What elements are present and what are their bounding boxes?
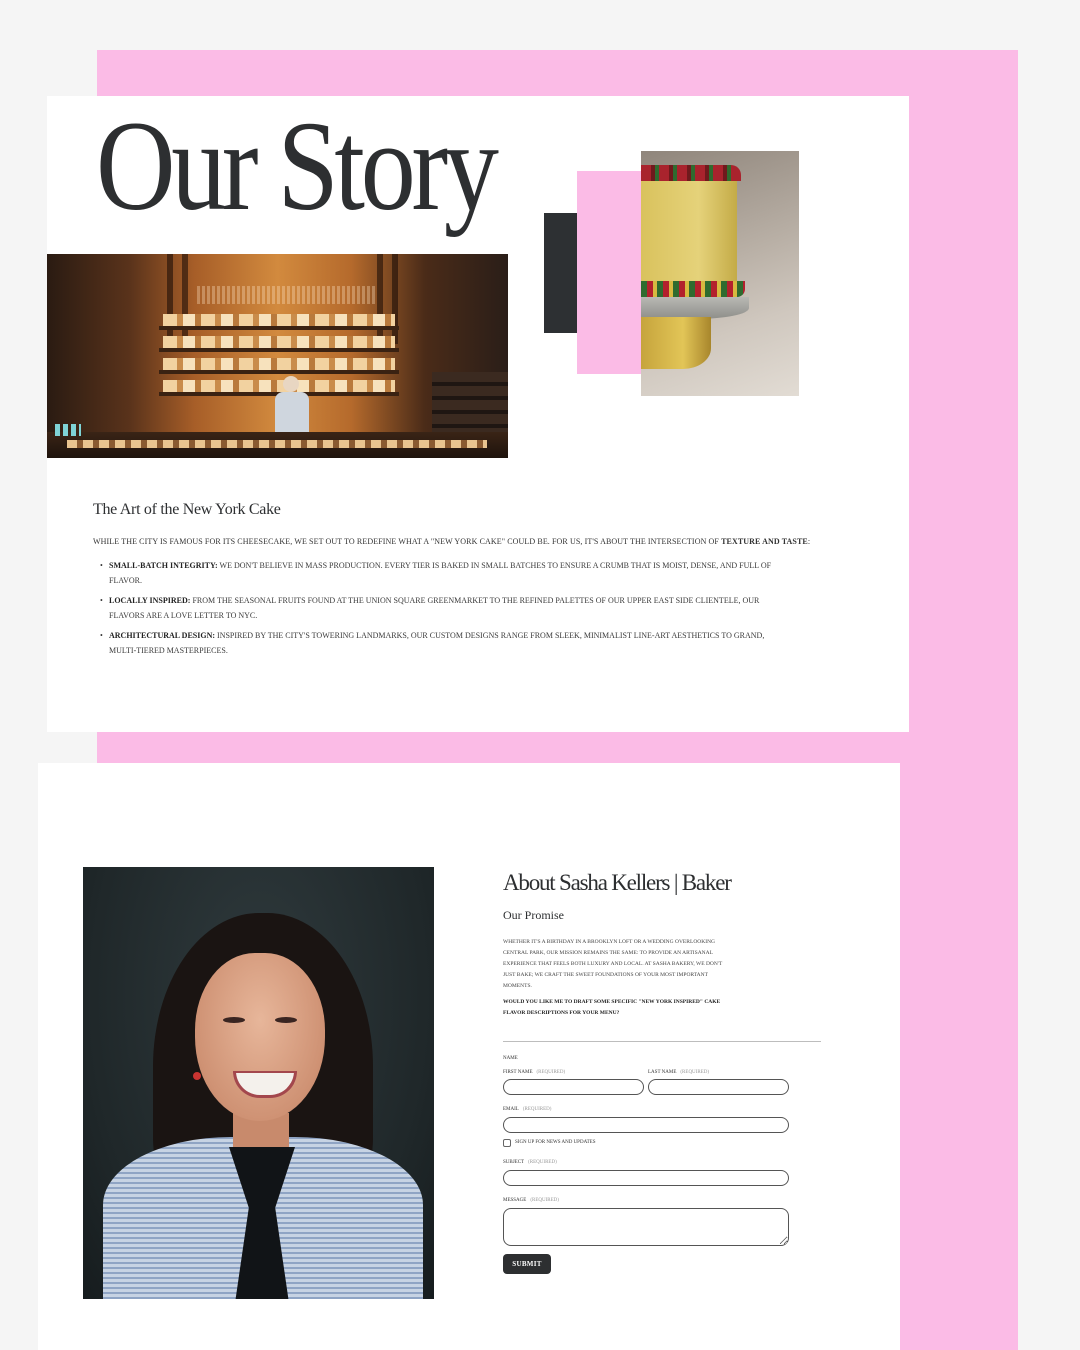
first-name-label: FIRST NAME (REQUIRED) [503, 1070, 566, 1075]
decorative-pink-block [577, 171, 641, 374]
baker-portrait-photo [83, 867, 434, 1299]
subject-input[interactable] [503, 1170, 789, 1186]
list-item: • ARCHITECTURAL DESIGN: INSPIRED BY THE CITY'S TOWERING LANDMARKS, OUR CUSTOM DESIGNS RANGE FROM SLEEK, MINIMALIST LINE-ART AESTHETICS TO GRAND, MULTI-TIERED MASTERPIECES. [109, 628, 789, 658]
question-text: WOULD YOU LIKE ME TO DRAFT SOME SPECIFIC "NEW YORK INSPIRED" CAKE FLAVOR DESCRIPTIONS FOR YOUR MENU? [503, 999, 721, 1016]
email-label: EMAIL (REQUIRED) [503, 1107, 552, 1112]
last-name-input[interactable] [648, 1079, 789, 1095]
decorative-dark-block [544, 213, 578, 333]
about-title: About Sasha Kellers | Baker [503, 870, 731, 895]
first-name-input[interactable] [503, 1079, 644, 1095]
list-item: • SMALL-BATCH INTEGRITY: WE DON'T BELIEVE IN MASS PRODUCTION. EVERY TIER IS BAKED IN SMALL BATCHES TO ENSURE A CRUMB THAT IS MOIST, DENSE, AND FULL OF FLAVOR. [109, 558, 789, 588]
promise-heading: Our Promise [503, 908, 564, 922]
submit-button[interactable]: SUBMIT [503, 1254, 551, 1274]
last-name-label: LAST NAME (REQUIRED) [648, 1070, 709, 1075]
our-story-card [47, 96, 909, 732]
promise-text: WHETHER IT'S A BIRTHDAY IN A BROOKLYN LOFT OR A WEDDING OVERLOOKING CENTRAL PARK, OUR MISSION REMAINS THE SAME: TO PROVIDE AN ARTISANAL EXPERIENCE THAT FEELS BOTH LUXURY AND LOCAL. AT SASHA BAKERY, WE DON'T JUST BAKE; WE CRAFT THE SWEET FOUNDATIONS OF YOUR MOST IMPORTANT MOMENTS. [503, 939, 723, 989]
cake-photo [641, 151, 799, 396]
name-label: NAME [503, 1056, 518, 1061]
page-title: Our Story [96, 95, 495, 237]
subject-label: SUBJECT (REQUIRED) [503, 1160, 557, 1165]
intro-paragraph: WHILE THE CITY IS FAMOUS FOR ITS CHEESECAKE, WE SET OUT TO REDEFINE WHAT A "NEW YORK CAKE" COULD BE. FOR US, IT'S ABOUT THE INTERSECTION OF TEXTURE AND TASTE: [93, 537, 811, 546]
form-divider [503, 1041, 821, 1042]
signup-checkbox[interactable] [503, 1139, 511, 1147]
about-card [38, 763, 900, 1350]
section-heading: The Art of the New York Cake [93, 501, 281, 518]
list-item: • LOCALLY INSPIRED: FROM THE SEASONAL FRUITS FOUND AT THE UNION SQUARE GREENMARKET TO THE REFINED PALETTES OF OUR UPPER EAST SIDE CLIENTELE, OUR FLAVORS ARE A LOVE LETTER TO NYC. [109, 593, 789, 623]
message-textarea[interactable] [503, 1208, 789, 1246]
message-label: MESSAGE (REQUIRED) [503, 1198, 559, 1203]
bullet-list [93, 558, 789, 663]
bakery-interior-photo [47, 254, 508, 458]
email-input[interactable] [503, 1117, 789, 1133]
signup-label: SIGN UP FOR NEWS AND UPDATES [515, 1140, 596, 1145]
